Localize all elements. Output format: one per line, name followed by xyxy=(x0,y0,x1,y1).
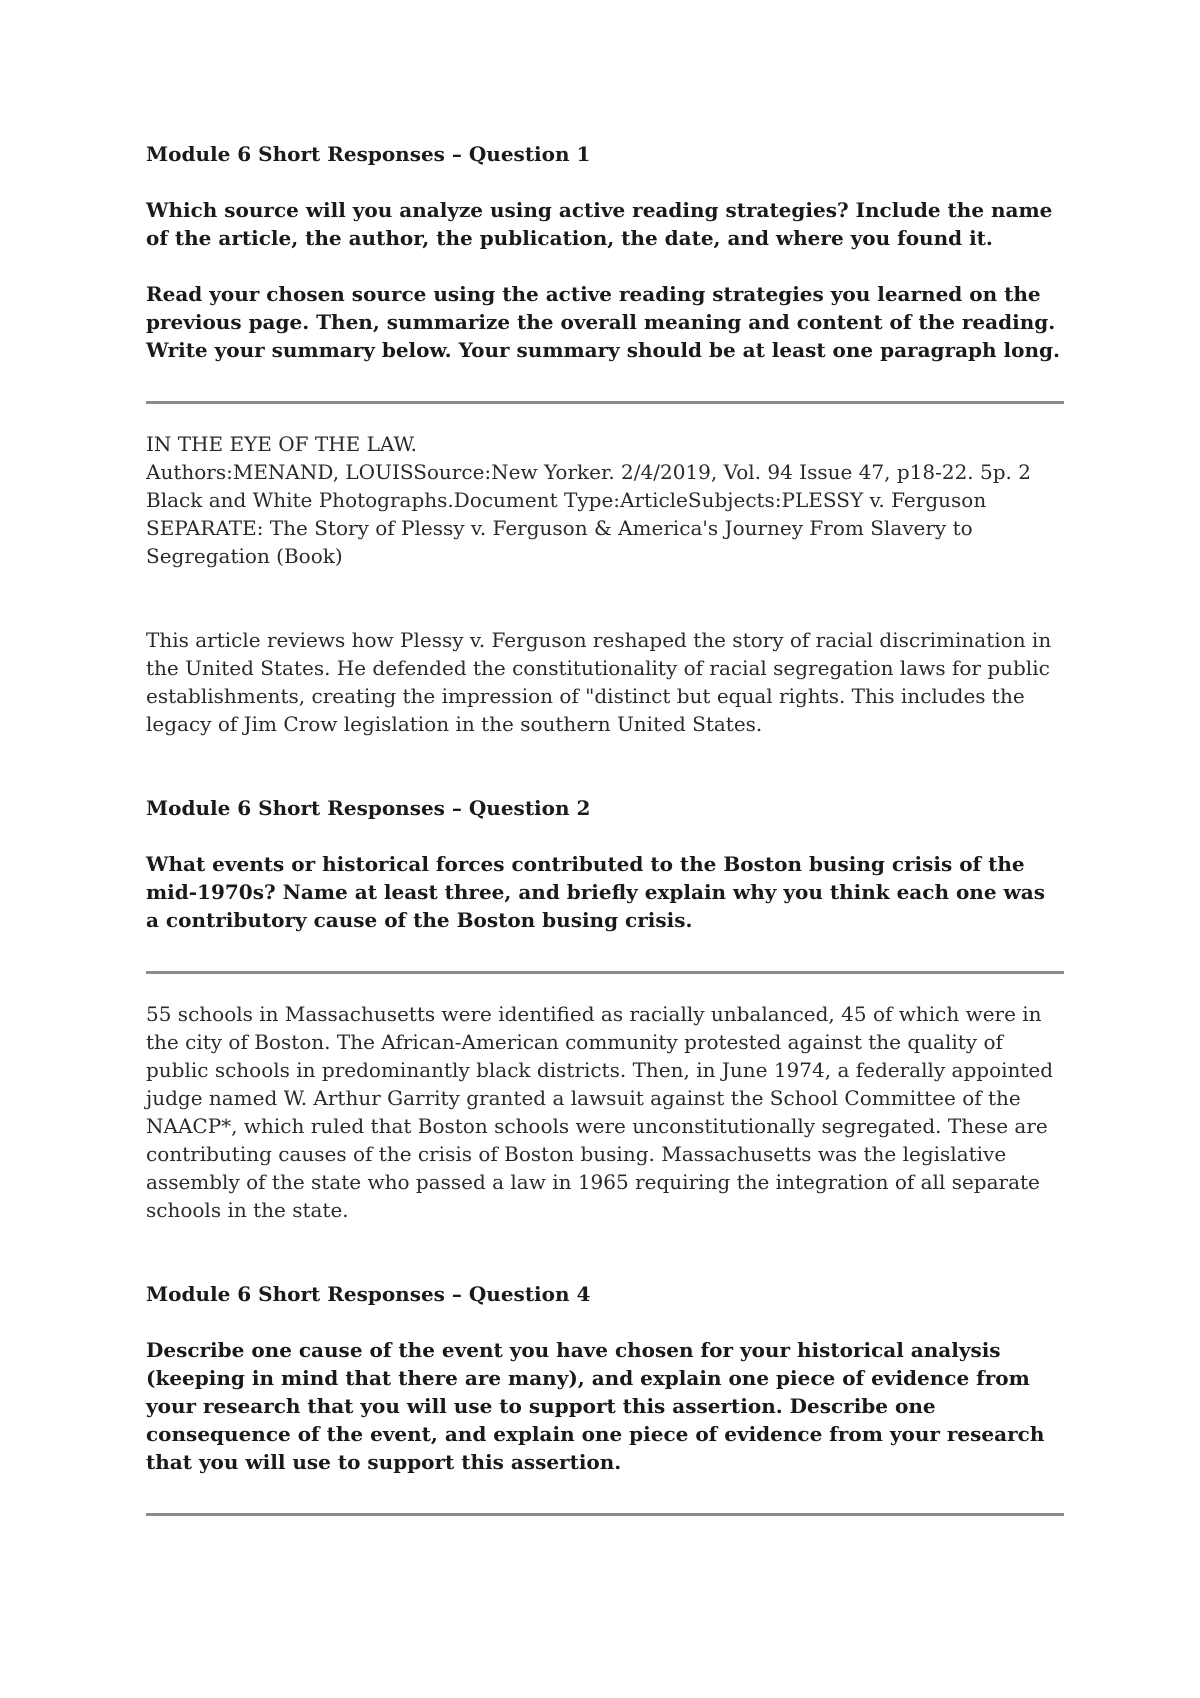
question-2-answer: 55 schools in Massachusetts were identified as racially unbalanced, 45 of which were in the city of Boston. The African-American community protested against the quality of public schools in predominantly black districts. Then, in June 1974, a federally appointed judge named W. Arthur Garrity granted a lawsuit against the School Committee of the NAACP*, which ruled that Boston schools were unconstitutionally segregated. These are contributing causes of the crisis of Boston busing. Massachusetts was the legislative assembly of the state who passed a law in 1965 requiring the integration of all separate schools in the state. xyxy=(146,1002,1054,1222)
question-2-heading: Module 6 Short Responses – Question 2 xyxy=(146,796,591,820)
question-1-section xyxy=(146,140,1064,738)
question-2-prompt: What events or historical forces contributed to the Boston busing crisis of the mid-1970s? Name at least three, and briefly explain why you think each one was a contributory cause of the Boston busing crisis. xyxy=(146,852,1045,932)
question-1-prompt-summary: Read your chosen source using the active reading strategies you learned on the previous page. Then, summarize the overall meaning and content of the reading. Write your summary below. Your summary should be at least one paragraph long. xyxy=(146,282,1060,362)
question-4-section xyxy=(146,1280,1064,1516)
question-1-prompt-source: Which source will you analyze using active reading strategies? Include the name of the article, the author, the publication, the date, and where you found it. xyxy=(146,198,1053,250)
answer-divider xyxy=(146,1513,1064,1516)
document-page xyxy=(146,140,1064,1516)
question-1-summary-answer: This article reviews how Plessy v. Ferguson reshaped the story of racial discrimination in the United States. He defended the constitutionality of racial segregation laws for public establishments, creating the impression of "distinct but equal rights. This includes the legacy of Jim Crow legislation in the southern United States. xyxy=(146,628,1052,736)
citation-title: IN THE EYE OF THE LAW. xyxy=(146,432,417,456)
question-1-heading: Module 6 Short Responses – Question 1 xyxy=(146,142,591,166)
question-2-section xyxy=(146,794,1064,1224)
citation-details: Authors:MENAND, LOUISSource:New Yorker. 2/4/2019, Vol. 94 Issue 47, p18-22. 5p. 2 Black and White Photographs.Document Type:ArticleSubjects:PLESSY v. Ferguson SEPARATE: The Story of Plessy v. Ferguson & America's Journey From Slavery to Segregation (Book) xyxy=(146,460,1031,568)
question-4-heading: Module 6 Short Responses – Question 4 xyxy=(146,1282,591,1306)
answer-divider xyxy=(146,971,1064,974)
question-1-citation xyxy=(146,430,1064,570)
answer-divider xyxy=(146,401,1064,404)
question-4-prompt: Describe one cause of the event you have chosen for your historical analysis (keeping in mind that there are many), and explain one piece of evidence from your research that you will use to support this assertion. Describe one consequence of the event, and explain one piece of evidence from your research that you will use to support this assertion. xyxy=(146,1338,1045,1474)
